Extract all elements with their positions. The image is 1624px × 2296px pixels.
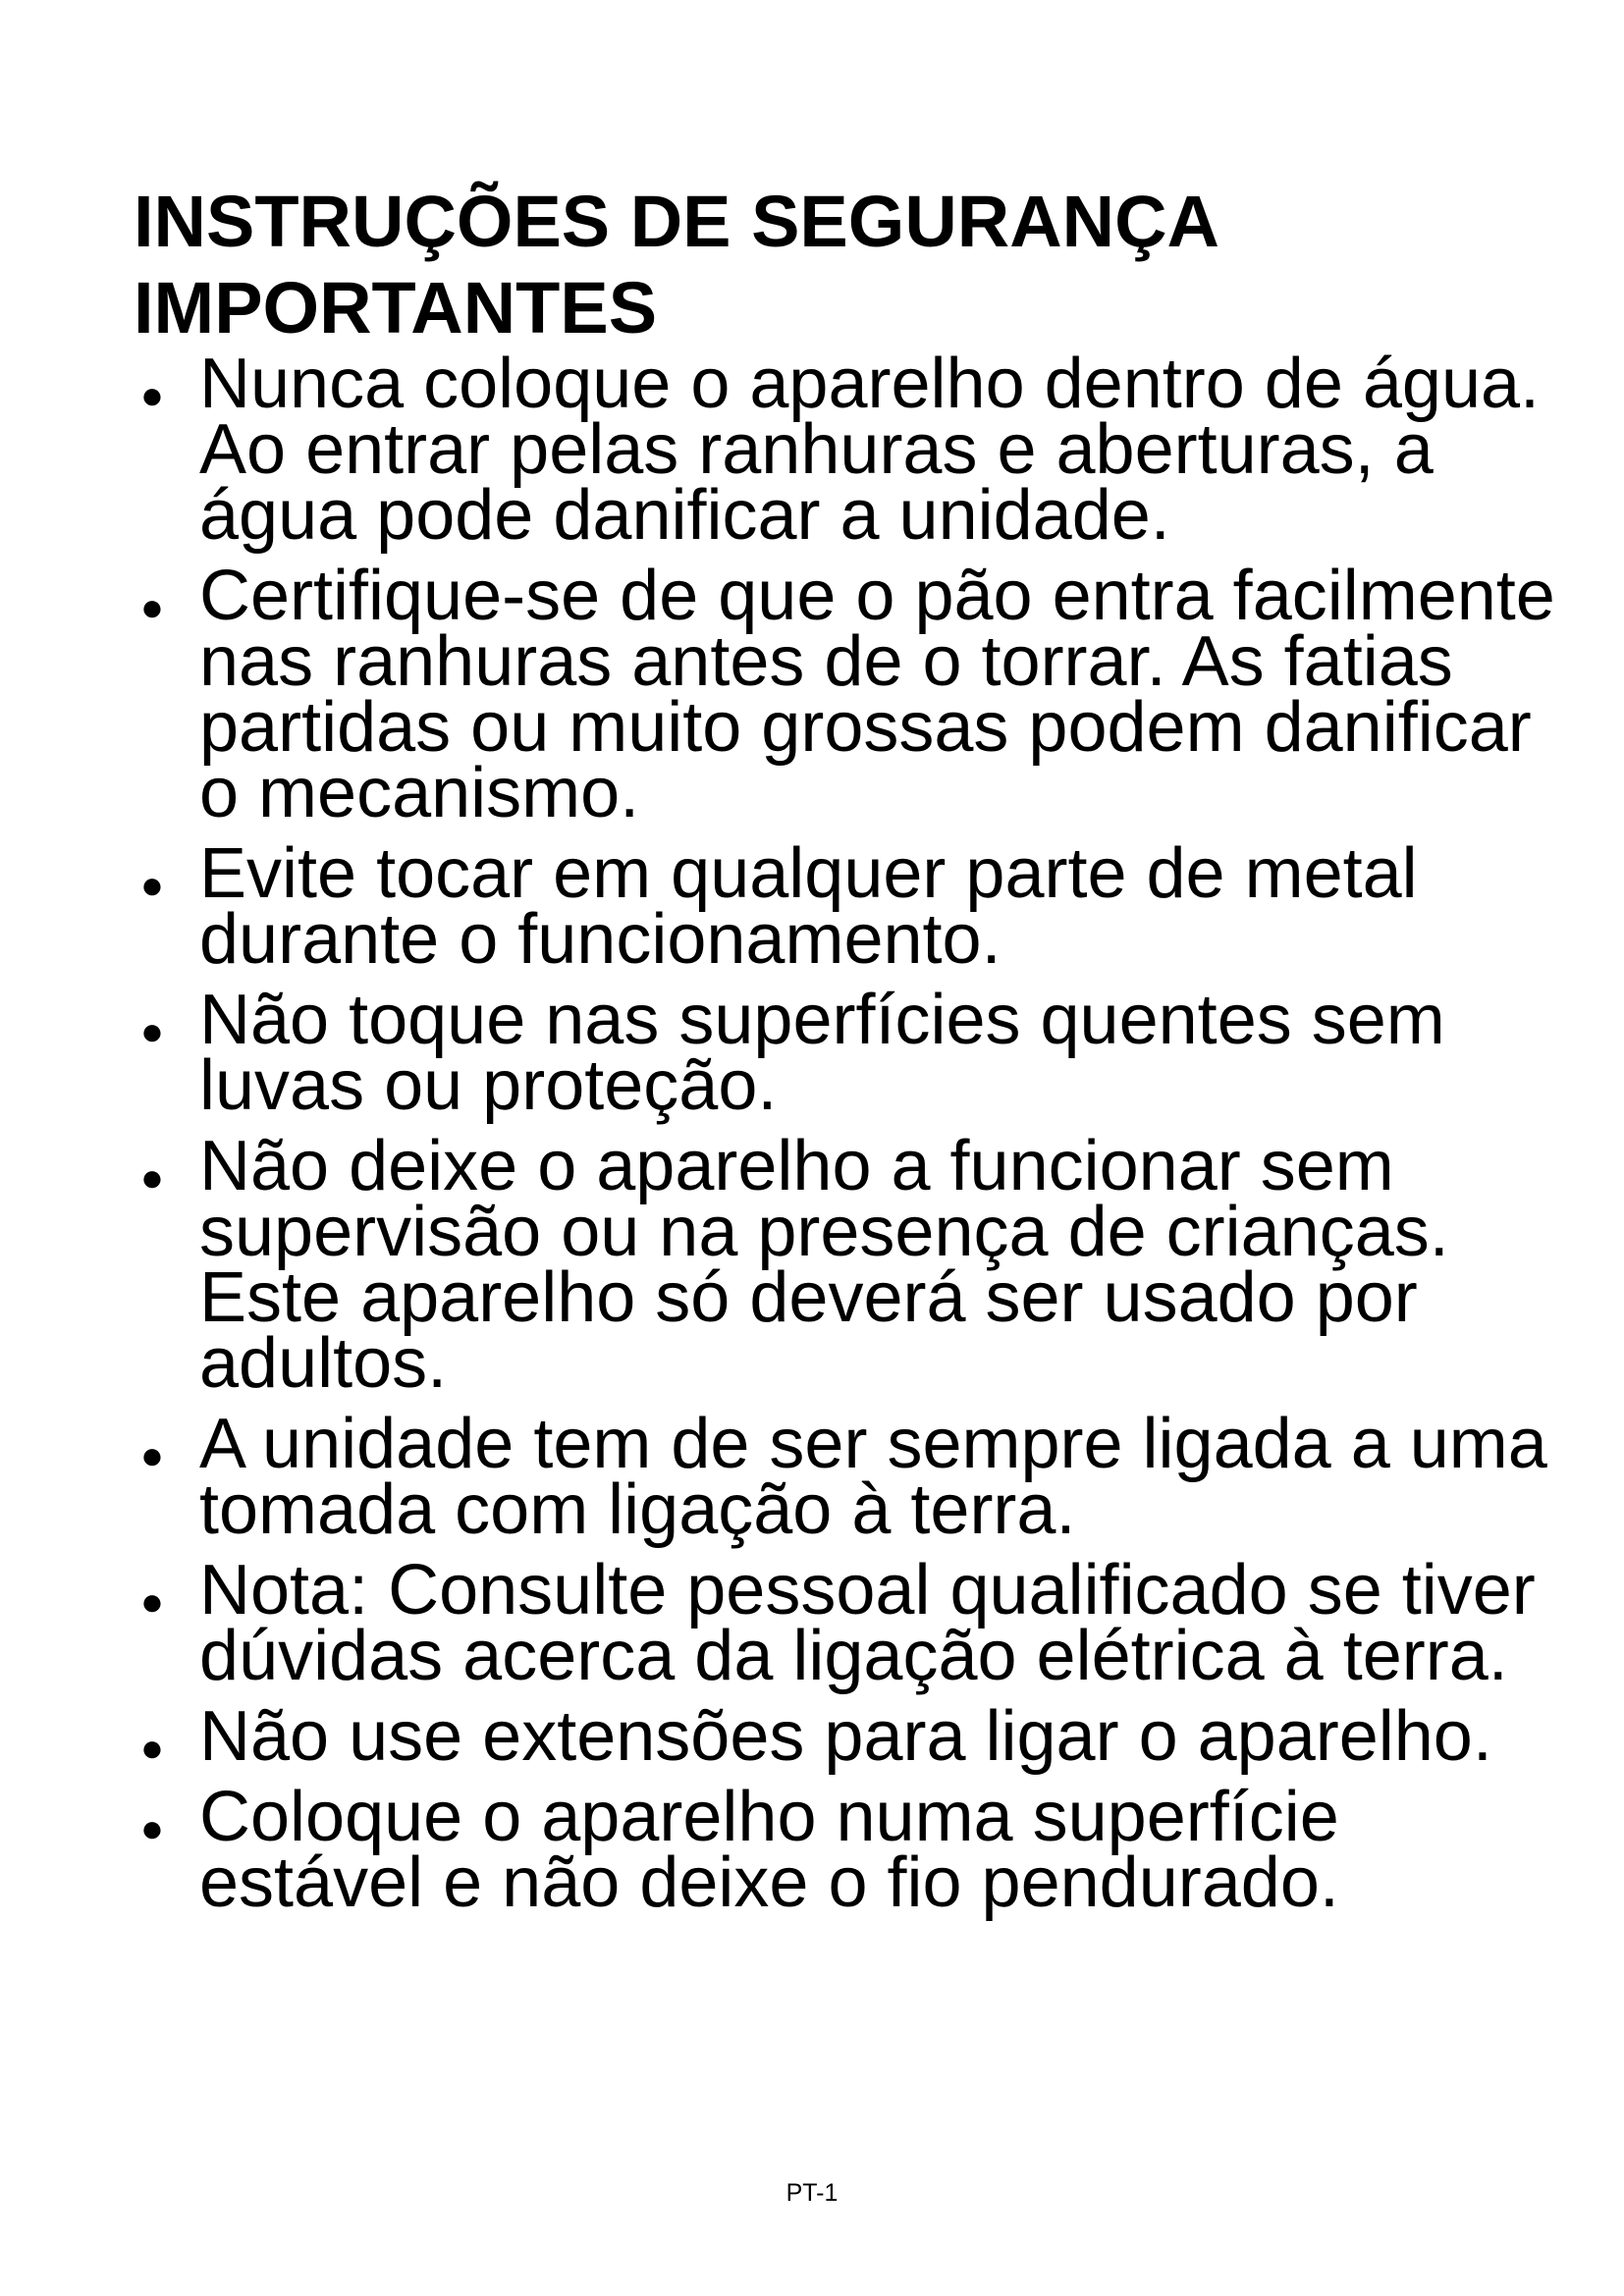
bullet-icon: ● [139,1010,165,1053]
list-item-text: Não deixe o aparelho a funcionar sem supervisão ou na presença de crianças. Este aparelho só deverá ser usado por adultos. [199,1127,1449,1403]
list-item [0,1778,1624,1922]
bullet-icon: ● [139,1807,165,1850]
bullet-icon: ● [139,864,165,907]
list-item-text: Nunca coloque o aparelho dentro de água. Ao entrar pelas ranhuras e aberturas, a água pode danificar a unidade. [199,345,1541,555]
bullet-icon: ● [139,1580,165,1624]
list-item-text: Coloque o aparelho numa superfície estável e não deixe o fio pendurado. [199,1778,1339,1922]
list-item [0,1127,1624,1403]
page-number: PT-1 [785,2179,839,2207]
list-item-text: Não toque nas superfícies quentes sem luvas ou proteção. [199,981,1445,1125]
list-item-text: Não use extensões para ligar o aparelho. [199,1697,1492,1776]
safety-instructions-list [0,345,1624,1931]
list-item [0,1697,1624,1776]
bullet-icon: ● [139,1156,165,1200]
list-item [0,345,1624,555]
bullet-icon: ● [139,374,165,417]
bullet-icon: ● [139,1434,165,1477]
list-item-text: Certifique-se de que o pão entra facilmente nas ranhuras antes de o torrar. As fatias partidas ou muito grossas podem danificar o mecanismo. [199,557,1555,832]
bullet-icon: ● [139,586,165,629]
list-item-text: Evite tocar em qualquer parte de metal durante o funcionamento. [199,834,1418,979]
list-item [0,834,1624,979]
bullet-icon: ● [139,1727,165,1770]
list-item [0,981,1624,1125]
list-item-text: Nota: Consulte pessoal qualificado se tiver dúvidas acerca da ligação elétrica à terra. [199,1551,1536,1695]
list-item [0,1551,1624,1695]
list-item [0,1405,1624,1549]
list-item [0,557,1624,832]
list-item-text: A unidade tem de ser sempre ligada a uma tomada com ligação à terra. [199,1405,1547,1549]
page-title-line-2: IMPORTANTES [134,267,658,348]
page-title-line-1: INSTRUÇÕES DE SEGURANÇA [134,181,1219,262]
page-title [134,179,1528,351]
